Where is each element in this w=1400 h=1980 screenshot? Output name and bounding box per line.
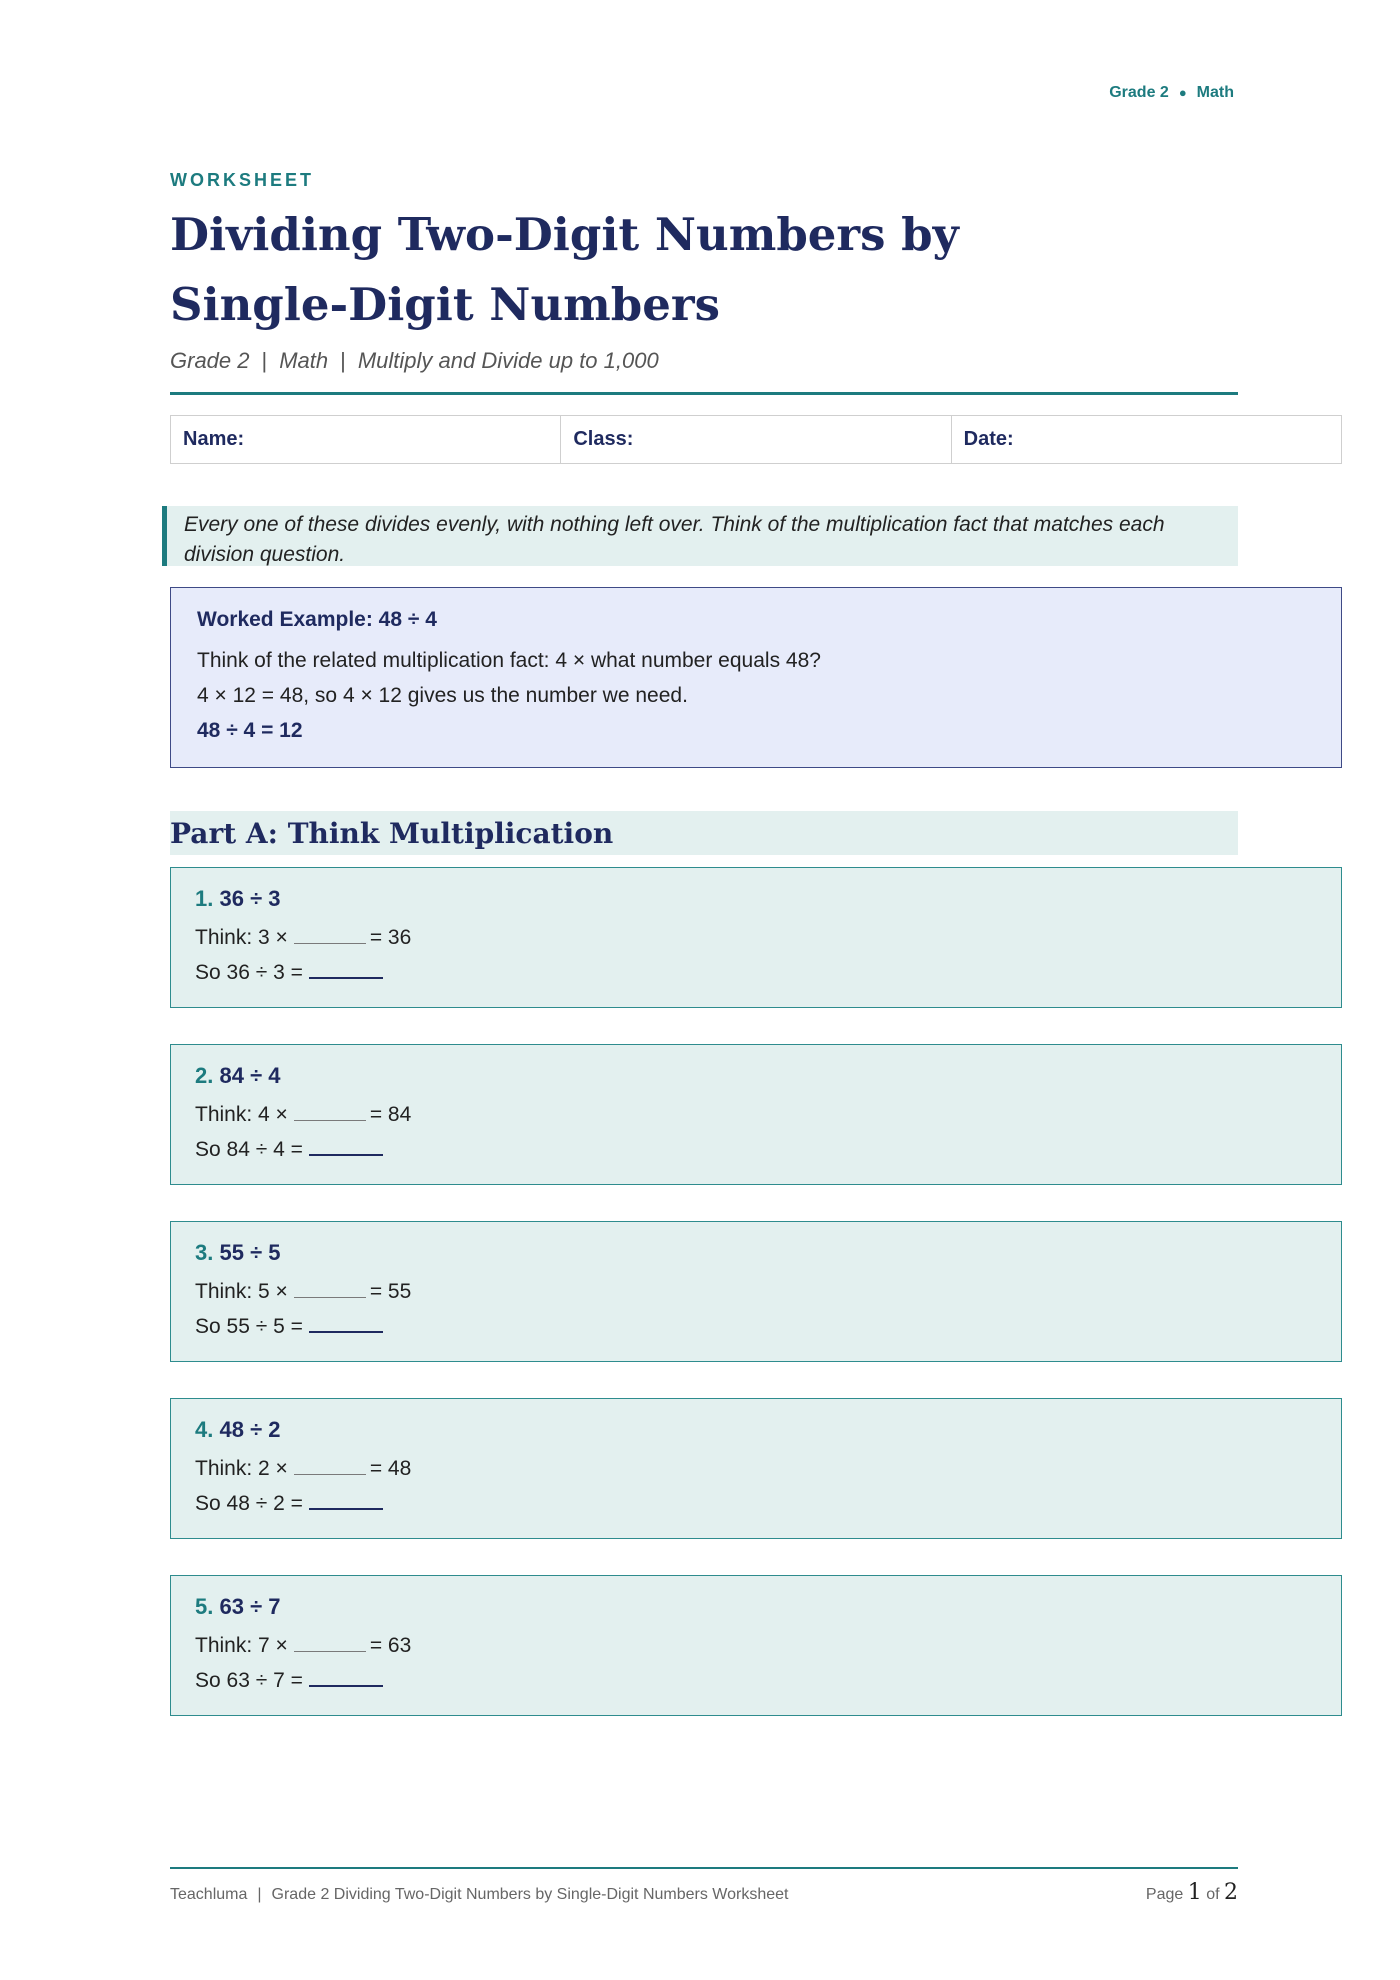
name-field[interactable]: Name:	[171, 416, 561, 463]
worked-example-line: Think of the related multiplication fact: 4 × what number equals 48?	[197, 649, 821, 672]
problem-card	[170, 1398, 1342, 1539]
problem-card	[170, 1575, 1342, 1716]
problem-heading	[195, 1240, 1317, 1266]
answer-blank[interactable]	[309, 1667, 383, 1687]
problem-heading	[195, 886, 1317, 912]
subtitle-separator: |	[261, 348, 268, 373]
answer-line	[195, 1132, 1317, 1167]
think-blank[interactable]	[294, 1633, 366, 1652]
so-text: So 55 ÷ 5 =	[195, 1315, 303, 1338]
page-label: Page	[1145, 1886, 1184, 1903]
problem-question: 84 ÷ 4	[219, 1063, 281, 1088]
problem-heading	[195, 1417, 1317, 1443]
so-text: So 84 ÷ 4 =	[195, 1138, 303, 1161]
think-suffix: = 55	[369, 1280, 412, 1303]
problem-number: 5.	[195, 1594, 214, 1619]
worksheet-label: WORKSHEET	[170, 170, 314, 190]
page-number	[1146, 1880, 1238, 1905]
answer-line	[195, 955, 1317, 990]
answer-blank[interactable]	[309, 1136, 383, 1156]
so-text: So 63 ÷ 7 =	[195, 1669, 303, 1692]
so-text: So 48 ÷ 2 =	[195, 1492, 303, 1515]
part-a-heading: Part A: Think Multiplication	[170, 811, 1238, 855]
think-line	[195, 1628, 1317, 1663]
answer-blank[interactable]	[309, 959, 383, 979]
worked-example-title: Worked Example: 48 ÷ 4	[197, 608, 437, 631]
answer-line	[195, 1663, 1317, 1698]
think-suffix: = 84	[369, 1103, 412, 1126]
header-meta	[1109, 84, 1234, 102]
subtitle	[170, 348, 659, 374]
subtitle-separator: |	[340, 348, 346, 373]
problem-card	[170, 1044, 1342, 1185]
problem-number: 4.	[195, 1417, 214, 1442]
problem-heading	[195, 1594, 1317, 1620]
footer-separator: |	[257, 1886, 262, 1903]
page-title: Dividing Two-Digit Numbers by Single-Digit Numbers	[170, 208, 959, 331]
worked-example-line: 4 × 12 = 48, so 4 × 12 gives us the number we need.	[197, 684, 688, 707]
page-of: of	[1206, 1886, 1220, 1903]
date-field[interactable]: Date:	[963, 428, 1014, 450]
problem-card	[170, 1221, 1342, 1362]
problem-question: 36 ÷ 3	[219, 886, 281, 911]
instruction-note: Every one of these divides evenly, with nothing left over. Think of the multiplication fact that matches each division question.	[162, 506, 1238, 566]
footer-doc-title: Grade 2 Dividing Two-Digit Numbers by Single-Digit Numbers Worksheet	[271, 1886, 789, 1903]
problem-question: 48 ÷ 2	[219, 1417, 281, 1442]
problem-number: 2.	[195, 1063, 214, 1088]
think-prefix: Think: 7 ×	[195, 1634, 288, 1657]
problem-question: 63 ÷ 7	[219, 1594, 281, 1619]
subtitle-subject: Math	[279, 348, 329, 373]
subtitle-grade: Grade 2	[170, 348, 250, 373]
think-prefix: Think: 2 ×	[195, 1457, 288, 1480]
problem-number: 1.	[195, 886, 214, 911]
think-line	[195, 1274, 1317, 1309]
page-total: 2	[1224, 1880, 1238, 1905]
think-line	[195, 1097, 1317, 1132]
answer-line	[195, 1486, 1317, 1521]
subtitle-topic: Multiply and Divide up to 1,000	[357, 348, 659, 373]
footer-brand: Teachluma	[170, 1886, 248, 1903]
answer-line	[195, 1309, 1317, 1344]
student-info-table	[170, 415, 1342, 464]
class-field[interactable]: Class:	[561, 416, 951, 463]
think-blank[interactable]	[294, 1279, 366, 1298]
think-prefix: Think: 5 ×	[195, 1280, 288, 1303]
answer-blank[interactable]	[309, 1313, 383, 1333]
think-line	[195, 1451, 1317, 1486]
header-grade: Grade 2	[1109, 84, 1169, 101]
think-blank[interactable]	[294, 925, 366, 944]
title-divider	[170, 392, 1238, 395]
problem-number: 3.	[195, 1240, 214, 1265]
think-prefix: Think: 3 ×	[195, 926, 288, 949]
so-text: So 36 ÷ 3 =	[195, 961, 303, 984]
problem-card	[170, 867, 1342, 1008]
problem-heading	[195, 1063, 1317, 1089]
think-suffix: = 48	[369, 1457, 412, 1480]
answer-blank[interactable]	[309, 1490, 383, 1510]
worked-example-answer: 48 ÷ 4 = 12	[197, 719, 303, 742]
think-blank[interactable]	[294, 1456, 366, 1475]
think-line	[195, 920, 1317, 955]
think-prefix: Think: 4 ×	[195, 1103, 288, 1126]
page-current: 1	[1187, 1880, 1202, 1905]
footer-credit	[170, 1886, 788, 1904]
header-subject: Math	[1196, 84, 1234, 101]
think-suffix: = 63	[369, 1634, 412, 1657]
footer-divider	[170, 1867, 1238, 1869]
header-dot: ●	[1178, 85, 1187, 100]
think-suffix: = 36	[369, 926, 412, 949]
think-blank[interactable]	[294, 1102, 366, 1121]
worked-example-box	[170, 587, 1342, 768]
problem-question: 55 ÷ 5	[219, 1240, 281, 1265]
